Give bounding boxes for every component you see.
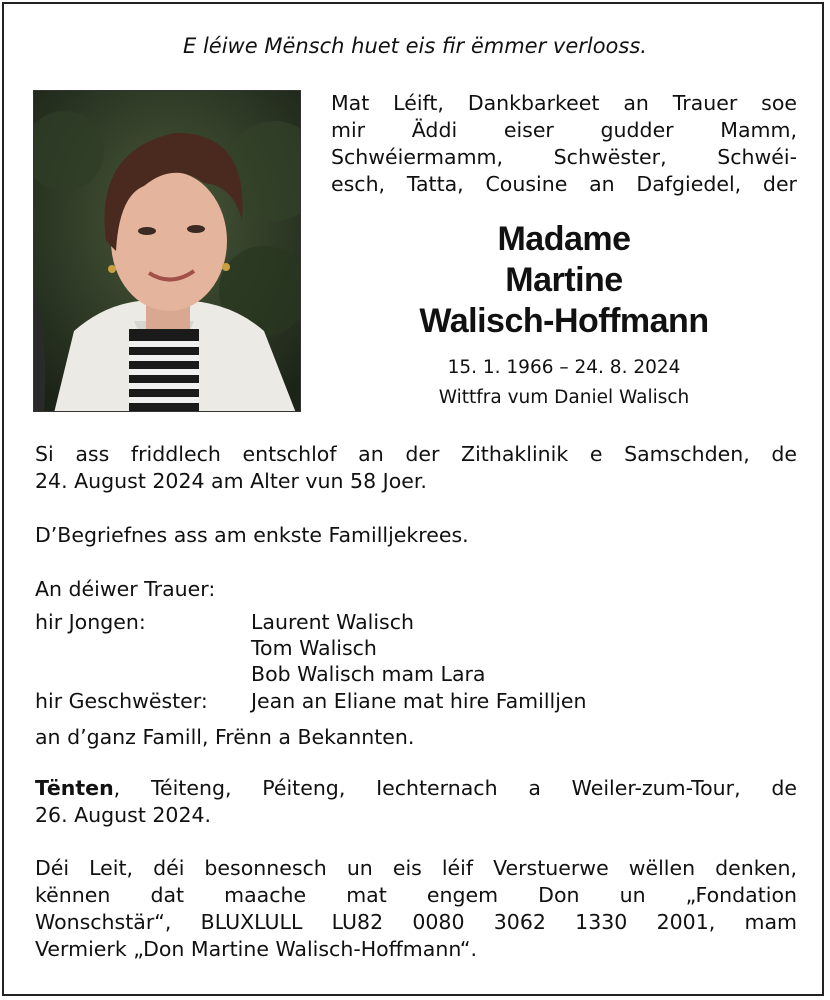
son-name: Bob Walisch mam Lara <box>251 662 486 686</box>
place-line <box>35 775 797 802</box>
sons-label: hir Jongen: <box>35 610 146 634</box>
motto: E léiwe Mënsch huet eis fir ëmmer verlooss. <box>183 34 647 58</box>
mourners-heading: An déiwer Trauer: <box>35 577 216 601</box>
donation-paragraph <box>35 855 797 963</box>
siblings-names: Jean an Eliane mat hire Familljen <box>251 689 587 713</box>
intro-line: esch, Tatta, Cousine an Dafgiedel, der <box>331 172 797 196</box>
donation-line: Déi Leit, déi besonnesch un eis léif Verstuerwe wëllen denken, <box>35 856 797 880</box>
death-line: Si ass friddlech entschlof an der Zithaklinik e Samschden, de <box>35 442 797 466</box>
burial-text: D’Begriefnes ass am enkste Familljekrees. <box>35 523 469 547</box>
death-paragraph <box>35 441 797 495</box>
portrait-photo <box>33 90 301 412</box>
donation-line: Wonschstär“, BLUXLULL LU82 0080 3062 1330 2001, mam <box>35 910 797 934</box>
name-last: Walisch-Hoffmann <box>419 302 709 340</box>
life-dates: 15. 1. 1966 – 24. 8. 2024 <box>447 357 681 378</box>
name-first: Martine <box>505 261 623 299</box>
intro-line: Schwéiermamm, Schwëster, Schwéi- <box>331 145 797 169</box>
place-bold: Tënten <box>35 776 114 800</box>
son-name: Laurent Walisch <box>251 610 414 634</box>
intro-line: Mat Léift, Dankbarkeet an Trauer soe <box>331 91 797 115</box>
intro-line: mir Äddi eiser gudder Mamm, <box>331 118 797 142</box>
intro-text <box>331 90 797 198</box>
place-paragraph <box>35 775 797 829</box>
widow-of: Wittfra vum Daniel Walisch <box>438 387 690 408</box>
son-name: Tom Walisch <box>251 636 377 660</box>
place-date: 26. August 2024. <box>35 803 212 827</box>
place-rest: , Téiteng, Péiteng, Iechternach a Weiler-zum-Tour, de <box>113 776 797 800</box>
portrait-illustration <box>34 91 301 412</box>
others-text: an d’ganz Famill, Frënn a Bekannten. <box>35 725 415 749</box>
siblings-label: hir Geschwëster: <box>35 689 208 713</box>
name-title: Madame <box>497 220 631 258</box>
donation-line: kënnen dat maache mat engem Don un „Fondation <box>35 883 797 907</box>
deceased-name <box>331 219 797 342</box>
donation-line: Vermierk „Don Martine Walisch-Hoffmann“. <box>35 937 477 961</box>
death-line: 24. August 2024 am Alter vun 58 Joer. <box>35 469 427 493</box>
